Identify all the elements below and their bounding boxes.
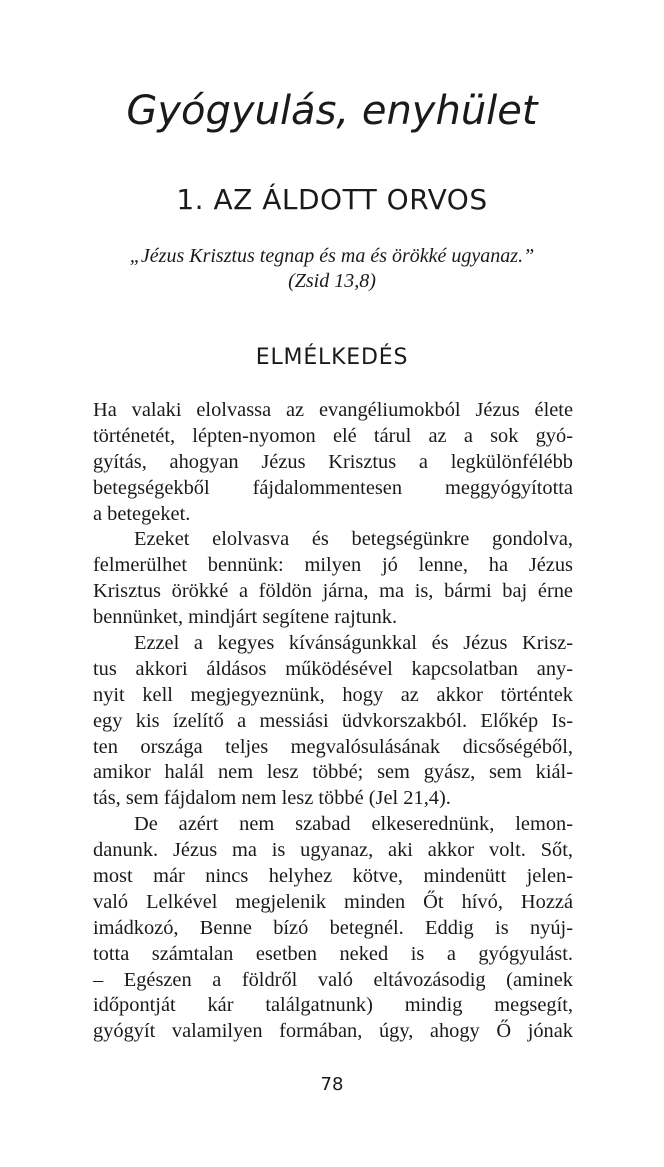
page-title: Gyógyulás, enyhület — [126, 88, 538, 134]
paragraph-line: bennünket, mindjárt segítene rajtunk. — [93, 606, 398, 629]
paragraph-line: történetét, lépten-nyomon elé tárul az a sok gyó- — [93, 424, 573, 447]
body-text — [93, 398, 573, 1045]
paragraph-line: danunk. Jézus ma is ugyanaz, aki akkor volt. Sőt, — [93, 839, 573, 862]
motto — [0, 244, 664, 294]
paragraph-line: – Egészen a földről való eltávozásodig (aminek — [93, 968, 573, 991]
paragraph-line: Ha valaki elolvassa az evangéliumokból Jézus élete — [93, 399, 573, 421]
paragraph-line: imádkozó, Benne bízó betegnél. Eddig is nyúj- — [93, 916, 573, 939]
paragraph-line: De azért nem szabad elkeserednünk, lemon- — [134, 813, 573, 836]
paragraph-line: való Lelkével megjelenik minden Őt hívó, Hozzá — [93, 890, 573, 913]
paragraph-line: tus akkori áldásos működésével kapcsolatban any- — [93, 657, 573, 680]
motto-quote: „Jézus Krisztus tegnap és ma és örökké ugyanaz.” — [129, 245, 535, 267]
paragraph — [93, 631, 573, 812]
paragraph-line: a betegeket. — [93, 502, 191, 525]
paragraph-line: gyógyít valamilyen formában, úgy, ahogy Ő jónak — [93, 1020, 573, 1043]
paragraph-line: egy kis ízelítő a messiási üdvkorszakból. Előkép Is- — [93, 709, 573, 732]
paragraph-line: időpontját kár találgatnunk) mindig megsegít, — [93, 994, 573, 1017]
paragraph-line: betegségekből fájdalommentesen meggyógyította — [93, 476, 573, 499]
paragraph-line: totta számtalan esetben neked is a gyógyulást. — [93, 942, 573, 965]
section-heading: ELMÉLKEDÉS — [255, 345, 409, 370]
paragraph-line: gyítás, ahogyan Jézus Krisztus a legkülönfélébb — [93, 450, 573, 473]
paragraph-line: Ezeket elolvasva és betegségünkre gondolva, — [134, 528, 573, 551]
paragraph-line: ten országa teljes megvalósulásának dicsőségéből, — [93, 735, 573, 758]
page-number: 78 — [320, 1074, 344, 1095]
paragraph — [93, 812, 573, 1045]
paragraph-line: tás, sem fájdalom nem lesz többé (Jel 21,4). — [93, 787, 451, 810]
paragraph — [93, 398, 573, 527]
paragraph-line: Ezzel a kegyes kívánságunkkal és Jézus Krisz- — [134, 632, 573, 655]
paragraph-line: felmerülhet bennünk: milyen jó lenne, ha Jézus — [93, 554, 573, 577]
paragraph-line: most már nincs helyhez kötve, mindenütt jelen- — [93, 865, 573, 888]
paragraph-line: nyit kell megjegyeznünk, hogy az akkor történtek — [93, 683, 573, 706]
paragraph-line: amikor halál nem lesz többé; sem gyász, sem kiál- — [93, 761, 573, 784]
paragraph — [93, 527, 573, 631]
motto-reference: (Zsid 13,8) — [288, 270, 376, 292]
chapter-heading: 1. AZ ÁLDOTT ORVOS — [176, 183, 488, 216]
paragraph-line: Krisztus örökké a földön járna, ma is, bármi baj érne — [93, 580, 573, 603]
